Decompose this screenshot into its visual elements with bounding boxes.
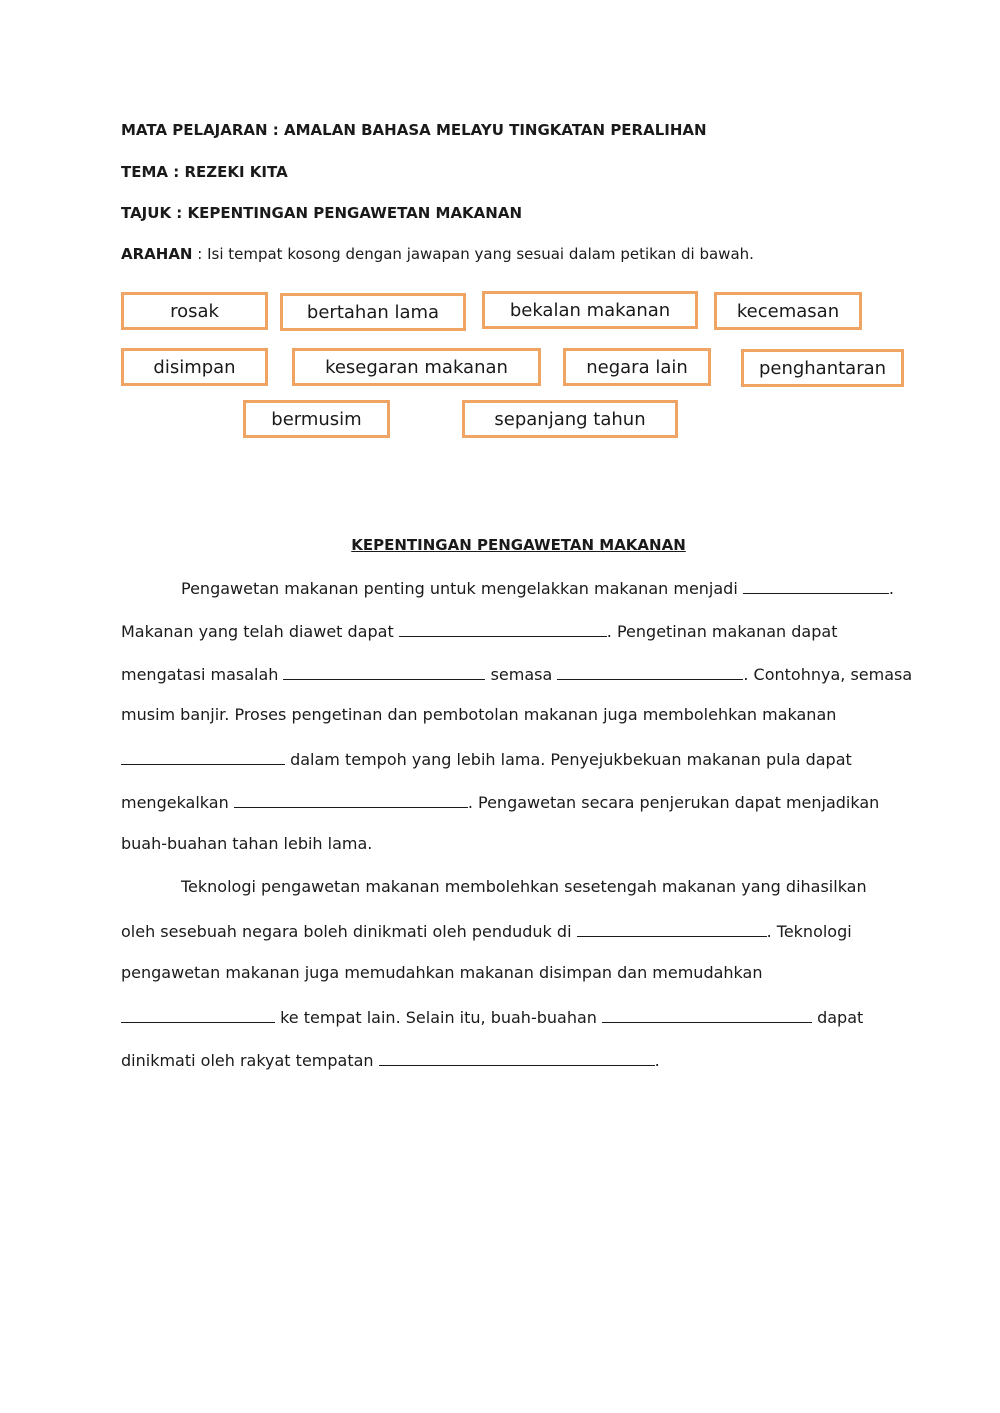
blank-5[interactable] xyxy=(121,748,285,765)
blank-4[interactable] xyxy=(557,663,743,680)
passage-line: mengatasi masalah semasa . Contohnya, semasa xyxy=(121,665,913,684)
passage-line: Makanan yang telah diawet dapat . Pengetinan makanan dapat xyxy=(121,622,838,641)
word-chip-rosak[interactable]: rosak xyxy=(121,292,268,330)
blank-2[interactable] xyxy=(399,620,607,637)
blank-9[interactable] xyxy=(602,1006,812,1023)
word-chip-bertahan-lama[interactable]: bertahan lama xyxy=(280,293,466,331)
blank-7[interactable] xyxy=(577,920,767,937)
blank-6[interactable] xyxy=(234,791,468,808)
passage-line: musim banjir. Proses pengetinan dan pembotolan makanan juga membolehkan makanan xyxy=(121,705,837,724)
passage-line: Pengawetan makanan penting untuk mengelakkan makanan menjadi . xyxy=(181,579,894,598)
passage-line: dinikmati oleh rakyat tempatan . xyxy=(121,1051,660,1070)
passage-title: KEPENTINGAN PENGAWETAN MAKANAN xyxy=(351,536,686,554)
passage-line: ke tempat lain. Selain itu, buah-buahan dapat xyxy=(121,1006,863,1027)
topic-heading: TAJUK : KEPENTINGAN PENGAWETAN MAKANAN xyxy=(121,204,523,222)
passage-line: dalam tempoh yang lebih lama. Penyejukbekuan makanan pula dapat xyxy=(121,748,852,769)
word-chip-penghantaran[interactable]: penghantaran xyxy=(741,349,904,387)
word-chip-negara-lain[interactable]: negara lain xyxy=(563,348,711,386)
subject-heading: MATA PELAJARAN : AMALAN BAHASA MELAYU TINGKATAN PERALIHAN xyxy=(121,121,707,139)
blank-1[interactable] xyxy=(743,577,889,594)
blank-10[interactable] xyxy=(379,1049,655,1066)
word-chip-disimpan[interactable]: disimpan xyxy=(121,348,268,386)
passage-line: mengekalkan . Pengawetan secara penjerukan dapat menjadikan xyxy=(121,793,880,812)
passage-line: buah-buahan tahan lebih lama. xyxy=(121,834,373,853)
word-chip-bekalan-makanan[interactable]: bekalan makanan xyxy=(482,291,698,329)
theme-heading: TEMA : REZEKI KITA xyxy=(121,163,288,181)
instruction xyxy=(121,245,754,263)
instruction-label: ARAHAN xyxy=(121,245,193,263)
word-chip-sepanjang-tahun[interactable]: sepanjang tahun xyxy=(462,400,678,438)
word-chip-kecemasan[interactable]: kecemasan xyxy=(714,292,862,330)
blank-3[interactable] xyxy=(283,663,485,680)
passage-line: Teknologi pengawetan makanan membolehkan sesetengah makanan yang dihasilkan xyxy=(181,877,867,896)
instruction-text: : Isi tempat kosong dengan jawapan yang sesuai dalam petikan di bawah. xyxy=(192,245,754,263)
blank-8[interactable] xyxy=(121,1006,275,1023)
passage-line: oleh sesebuah negara boleh dinikmati oleh penduduk di . Teknologi xyxy=(121,922,852,941)
passage-line: pengawetan makanan juga memudahkan makanan disimpan dan memudahkan xyxy=(121,963,763,982)
word-chip-kesegaran-makanan[interactable]: kesegaran makanan xyxy=(292,348,541,386)
word-chip-bermusim[interactable]: bermusim xyxy=(243,400,390,438)
